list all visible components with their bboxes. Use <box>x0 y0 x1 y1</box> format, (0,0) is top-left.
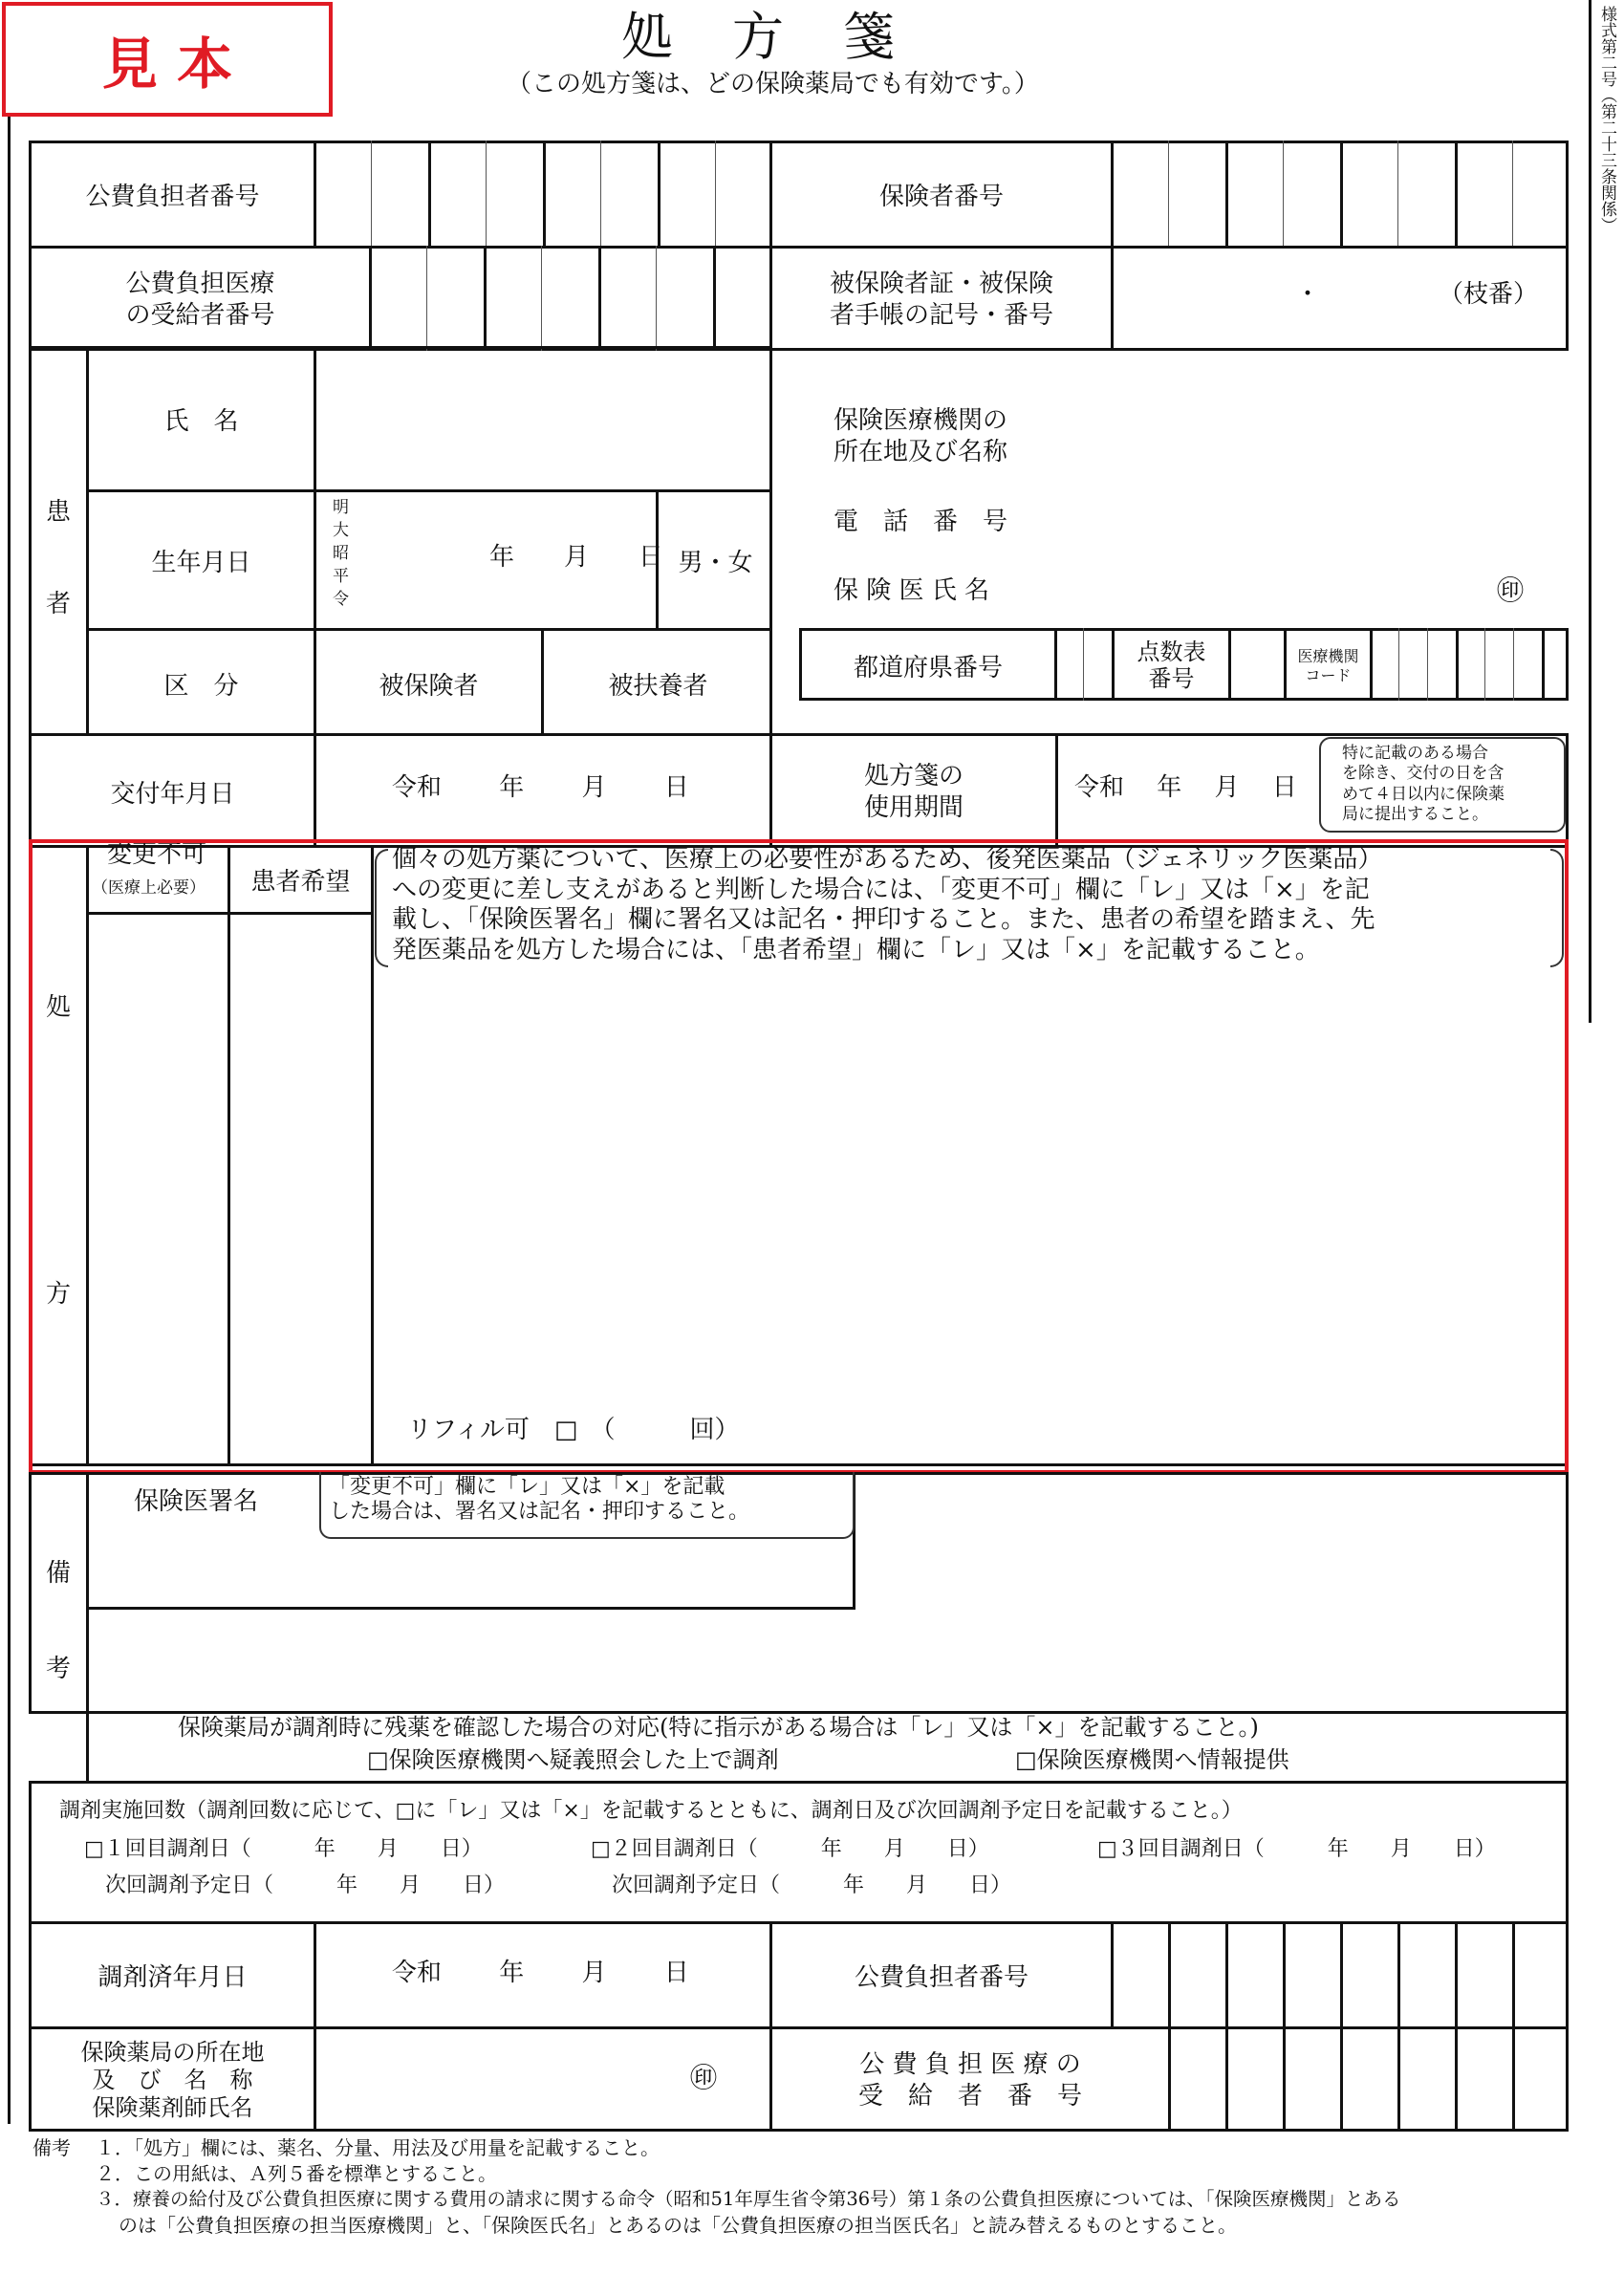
doctor-signature-label: 保険医署名 <box>134 1487 259 1516</box>
birthdate-label: 生年月日 <box>151 548 251 577</box>
patient-side-label-2: 者 <box>46 590 72 618</box>
patient-side-label-1: 患 <box>46 498 72 527</box>
remarks-side-label-1: 備 <box>46 1559 72 1588</box>
dispensing-first-date[interactable]: □１回目調剤日（ 年 月 日） <box>84 1837 483 1861</box>
prescription-side-label-1: 処 <box>46 993 72 1022</box>
sample-stamp: 見 本 <box>2 2 333 117</box>
residual-option-inform[interactable]: □保険医療機関へ情報提供 <box>1015 1746 1289 1773</box>
branch-number-label: （枝番） <box>1439 280 1539 309</box>
note-item-1: １．「処方」欄には、薬名、分量、用法及び用量を記載すること。 <box>96 2136 660 2159</box>
public-recipient-number-label: 公費負担医療 の受給者番号 <box>125 270 275 330</box>
page-subtitle: （この処方箋は、どの保険薬局でも有効です。） <box>507 70 1039 98</box>
validity-note: 特に記載のある場合 を除き、交付の日を含 めて４日以内に保険薬 局に提出すること。 <box>1342 744 1505 824</box>
dispensing-second-date[interactable]: □２回目調剤日（ 年 月 日） <box>591 1837 989 1861</box>
validity-label: 処方箋の 使用期間 <box>863 762 964 822</box>
card-number-dot: ・ <box>1295 280 1321 309</box>
institution-phone-label: 電 話 番 号 <box>834 508 1008 536</box>
doctor-seal: ㊞ <box>1497 574 1525 606</box>
prescription-highlight <box>29 839 1569 1474</box>
score-table-label: 点数表 番号 <box>1137 638 1206 692</box>
category-label: 区 分 <box>163 671 239 701</box>
dispensing-next-date-2: 次回調剤予定日（ 年 月 日） <box>612 1873 1012 1897</box>
era-showa: 昭 <box>333 544 349 563</box>
era-taisho: 大 <box>333 521 349 540</box>
left-margin-line <box>8 117 11 2124</box>
dispensing-count-title: 調剤実施回数（調剤回数に応じて、□に「レ」又は「×」を記載するとともに、調剤日及び次回調剤予定日を記載すること。） <box>59 1799 1243 1823</box>
dispensing-third-date[interactable]: □３回目調剤日（ 年 月 日） <box>1097 1837 1496 1861</box>
era-reiwa: 令 <box>333 590 349 609</box>
patient-name-label: 氏 名 <box>163 407 239 436</box>
pharmacy-public-recipient-label: 公 費 負 担 医 療 の 受 給 者 番 号 <box>857 2050 1082 2111</box>
issue-date-value: 令和 年 月 日 <box>392 773 689 802</box>
era-meiji: 明 <box>333 498 349 517</box>
dispensed-date-value: 令和 年 月 日 <box>392 1959 689 1987</box>
prescription-side-label-2: 方 <box>46 1280 72 1309</box>
prefecture-number-label: 都道府県番号 <box>853 654 1003 682</box>
right-margin-line <box>1589 0 1592 1023</box>
pharmacy-info-label: 保険薬局の所在地 及 び 名 称 保険薬剤師氏名 <box>80 2039 265 2121</box>
dispensed-date-label: 調剤済年月日 <box>97 1963 248 1992</box>
patient-wish-label: 患者希望 <box>250 868 351 897</box>
insured-card-number-label: 被保険者証・被保険 者手帳の記号・番号 <box>829 270 1053 330</box>
note-item-4: のは「公費負担医療の担当医療機関」と、「保険医氏名」とあるのは「公費負担医療の担当医氏名」と読み替えるものとすること。 <box>119 2214 1237 2237</box>
no-substitution-sublabel: （医療上必要） <box>92 878 206 898</box>
doctor-name-label: 保 険 医 氏 名 <box>834 576 990 605</box>
public-payer-number-label: 公費負担者番号 <box>85 183 260 211</box>
residual-option-inquiry[interactable]: □保険医療機関へ疑義照会した上で調剤 <box>367 1746 779 1773</box>
dispensing-next-date-1: 次回調剤予定日（ 年 月 日） <box>105 1873 506 1897</box>
note-item-3: ３．療養の給付及び公費負担医療に関する費用の請求に関する命令（昭和51年厚生省令第36号）第１条の公費負担医療については、「保険医療機関」とある <box>96 2188 1401 2210</box>
residual-medicine-title: 保険薬局が調剤時に残薬を確認した場合の対応(特に指示がある場合は「レ」又は「×」を記載すること。) <box>178 1714 1259 1741</box>
era-heisei: 平 <box>333 567 349 586</box>
issue-date-label: 交付年月日 <box>110 780 235 809</box>
institution-code-label: 医療機関 コード <box>1297 647 1359 684</box>
sex-label: 男・女 <box>678 548 753 577</box>
prescription-instruction: 個々の処方薬について、医療上の必要性があるため、後発医薬品（ジェネリック医薬品） への変更に差し支えがあると判断した場合には、「変更不可」欄に「レ」又は「×」を記 載し、「保険医署名」欄に署名又は記名・押印すること。また、患者の希望を踏まえ、先 発医薬品を処方した場合には、「患者希望」欄に「レ」又は「×」を記載すること。 <box>392 845 1383 965</box>
pharmacist-seal: ㊞ <box>690 2062 718 2093</box>
institution-address-label: 保険医療機関の 所在地及び名称 <box>834 406 1008 466</box>
note-item-2: ２．この用紙は、Ａ列５番を標準とすること。 <box>96 2162 497 2185</box>
remarks-side-label-2: 考 <box>46 1655 72 1683</box>
signature-note: 「変更不可」欄に「レ」又は「×」を記載 した場合は、署名又は記名・押印すること。 <box>329 1475 750 1525</box>
birthdate-units: 年 月 日 <box>489 543 664 572</box>
no-substitution-label: 変更不可 <box>107 840 207 869</box>
form-number: 様式第二号（第二十三条関係） <box>1597 6 1616 233</box>
insured-option: 被保険者 <box>379 671 479 701</box>
notes-label: 備考 <box>32 2136 71 2159</box>
validity-value: 令和 年 月 日 <box>1074 773 1297 802</box>
refill-label[interactable]: リフィル可 □ （ 回） <box>407 1416 740 1444</box>
insurer-number-label: 保険者番号 <box>878 183 1004 211</box>
dependent-option: 被扶養者 <box>608 671 708 701</box>
page-title: 処 方 箋 <box>621 7 899 67</box>
pharmacy-public-payer-label: 公費負担者番号 <box>854 1963 1029 1992</box>
